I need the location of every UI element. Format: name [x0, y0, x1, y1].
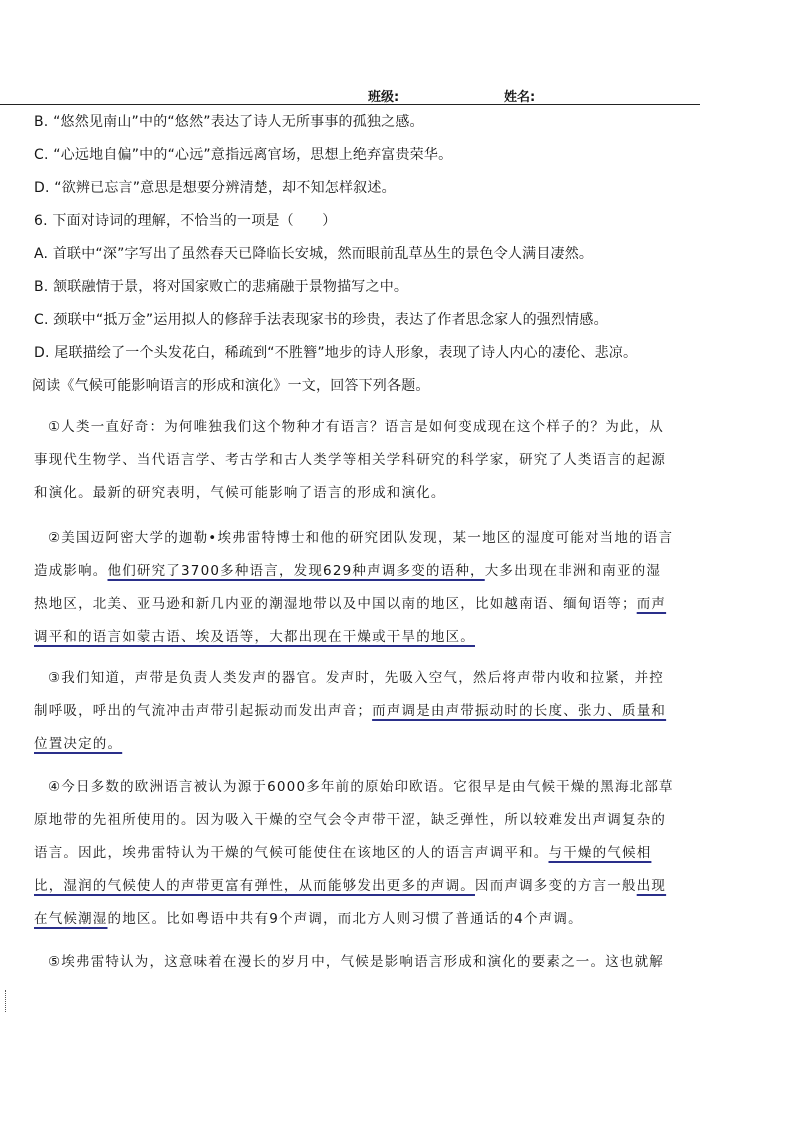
p4-underline-1: 与干燥的气候相比，湿润的气候使人的声带更富有弹性，从而能够发出更多的声调。: [34, 845, 652, 894]
p4-text-b: 因而声调多变的方言一般: [475, 878, 637, 894]
q5-option-d: D. “欲辨已忘言”意思是想要分辨清楚，却不知怎样叙述。: [34, 180, 396, 196]
q6-option-d: D. 尾联描绘了一个头发花白，稀疏到“不胜簪”地步的诗人形象，表现了诗人内心的凄伦、悲凉。: [34, 345, 638, 361]
p4-text-a: ④今日多数的欧洲语言被认为源于6000多年前的原始印欧语。它很早是由气候干燥的黑海北部草原地带的先祖所使用的。因为吸入干燥的空气会令声带干涩，缺乏弹性，所以较难发出声调复杂的语言。因此，埃弗雷特认为干燥的气候可能使住在该地区的人的语言声调平和。: [34, 779, 674, 861]
q6-stem: 6. 下面对诗词的理解，不恰当的一项是（ ）: [34, 213, 337, 229]
p4-underline-2: 出现在气候潮湿: [34, 878, 667, 927]
article-paragraph-2: [34, 522, 674, 654]
p2-underline-1: 他们研究了3700多种语言，发现629种声调多变的语种，: [107, 563, 485, 579]
exam-content: [34, 112, 674, 979]
article-paragraph-3: [34, 662, 674, 761]
header-bar: [0, 78, 700, 105]
reading-intro: 阅读《气候可能影响语言的形成和演化》一文，回答下列各题。: [32, 378, 430, 394]
p3-underline: 而声调是由声带振动时的长度、张力、质量和位置决定的。: [34, 703, 667, 752]
p2-text-b: 大多出现在非洲和南亚的湿热地区，北美、亚马逊和新几内亚的潮湿地带以及中国以南的地区，比如越南语、缅甸语等；: [34, 563, 662, 612]
q5-option-c: C. “心远地自偏”中的“心远”意指远离官场，思想上绝弃富贵荣华。: [34, 147, 453, 163]
margin-mark: [5, 990, 9, 1012]
name-label: 姓名:: [504, 90, 536, 105]
p4-text-c: 的地区。比如粤语中共有9个声调，而北方人则习惯了普通话的4个声调。: [107, 911, 583, 927]
q6-option-a: A. 首联中“深”字写出了虽然春天已降临长安城，然而眼前乱草丛生的景色令人满目凄然。: [34, 246, 594, 262]
article-paragraph-4: [34, 771, 674, 936]
class-label: 班级:: [368, 90, 400, 105]
p3-text-a: ③我们知道，声带是负责人类发声的器官。发声时，先吸入空气，然后将声带内收和拉紧，并控制呼吸，呼出的气流冲击声带引起振动而发出声音；: [34, 670, 665, 719]
q6-option-b: B. 颔联融情于景，将对国家败亡的悲痛融于景物描写之中。: [34, 279, 409, 295]
q6-option-c: C. 颈联中“抵万金”运用拟人的修辞手法表现家书的珍贵，表达了作者思念家人的强烈情感。: [34, 312, 608, 328]
article-paragraph-5: ⑤埃弗雷特认为，这意味着在漫长的岁月中，气候是影响语言形成和演化的要素之一。这也就解: [48, 954, 665, 970]
p2-underline-2: 而声调平和的语言如蒙古语、埃及语等，大都出现在干燥或干旱的地区。: [34, 596, 667, 645]
article-paragraph-1: ①人类一直好奇：为何唯独我们这个物种才有语言？语言是如何变成现在这个样子的？为此，从事现代生物学、当代语言学、考古学和古人类学等相关学科研究的科学家，研究了人类语言的起源和演化。最新的研究表明，气候可能影响了语言的形成和演化。: [34, 419, 667, 501]
p2-text-a: ②美国迈阿密大学的迦勒•埃弗雷特博士和他的研究团队发现，某一地区的湿度可能对当地的语言造成影响。: [34, 530, 674, 579]
q5-option-b: B. “悠然见南山”中的“悠然”表达了诗人无所事事的孤独之感。: [34, 114, 424, 130]
